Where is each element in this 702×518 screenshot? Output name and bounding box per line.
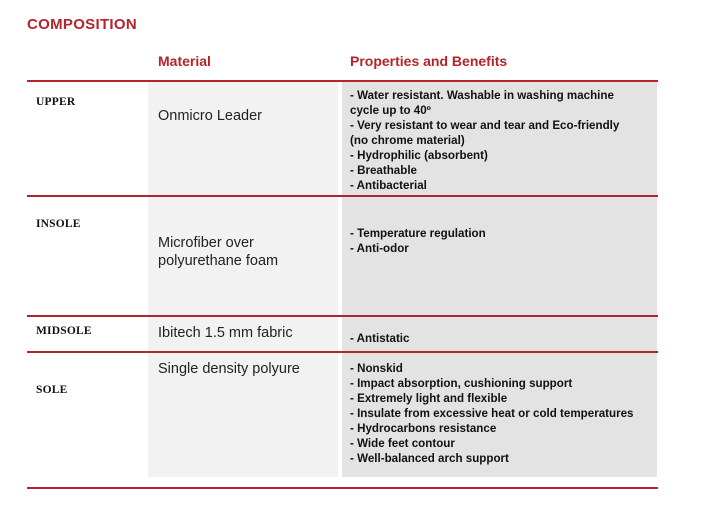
divider-line <box>27 315 658 317</box>
divider-line <box>27 80 658 82</box>
material-column-background <box>148 82 338 477</box>
properties-column-header: Properties and Benefits <box>350 53 508 69</box>
property-item: - Antibacterial <box>350 179 427 192</box>
property-item: - Water resistant. Washable in washing machine <box>350 89 614 102</box>
divider-line <box>27 195 658 197</box>
material-sole: Single density polyure <box>158 361 300 377</box>
material-upper: Onmicro Leader <box>158 108 262 124</box>
divider-line <box>27 351 658 353</box>
property-item: - Nonskid <box>350 362 403 375</box>
part-label-sole: SOLE <box>36 384 68 396</box>
part-label-midsole: MIDSOLE <box>36 325 92 337</box>
property-item: - Hydrocarbons resistance <box>350 422 497 435</box>
material-insole <box>158 234 278 270</box>
property-item: - Antistatic <box>350 332 410 345</box>
material-line: polyurethane foam <box>158 253 279 269</box>
property-item: - Hydrophilic (absorbent) <box>350 149 488 162</box>
property-item: (no chrome material) <box>350 134 465 147</box>
part-label-upper: UPPER <box>36 96 76 108</box>
properties-list-insole <box>350 226 486 256</box>
property-item: - Wide feet contour <box>350 437 455 450</box>
property-item: cycle up to 40º <box>350 104 431 117</box>
divider-line <box>27 487 658 489</box>
property-item: - Insulate from excessive heat or cold temperatures <box>350 407 634 420</box>
property-item: - Well-balanced arch support <box>350 452 509 465</box>
properties-list-sole <box>350 361 634 466</box>
material-midsole: Ibitech 1.5 mm fabric <box>158 325 293 341</box>
part-label-insole: INSOLE <box>36 218 81 230</box>
property-item: - Extremely light and flexible <box>350 392 508 405</box>
properties-list-upper <box>350 88 619 193</box>
property-item: - Anti-odor <box>350 242 409 255</box>
section-title: COMPOSITION <box>27 16 137 33</box>
property-item: - Impact absorption, cushioning support <box>350 377 573 390</box>
property-item: - Very resistant to wear and tear and Eco-friendly <box>350 119 620 132</box>
property-item: - Breathable <box>350 164 418 177</box>
properties-list-midsole <box>350 331 409 346</box>
material-column-header: Material <box>158 53 211 69</box>
property-item: - Temperature regulation <box>350 227 486 240</box>
material-line: Microfiber over <box>158 235 254 251</box>
